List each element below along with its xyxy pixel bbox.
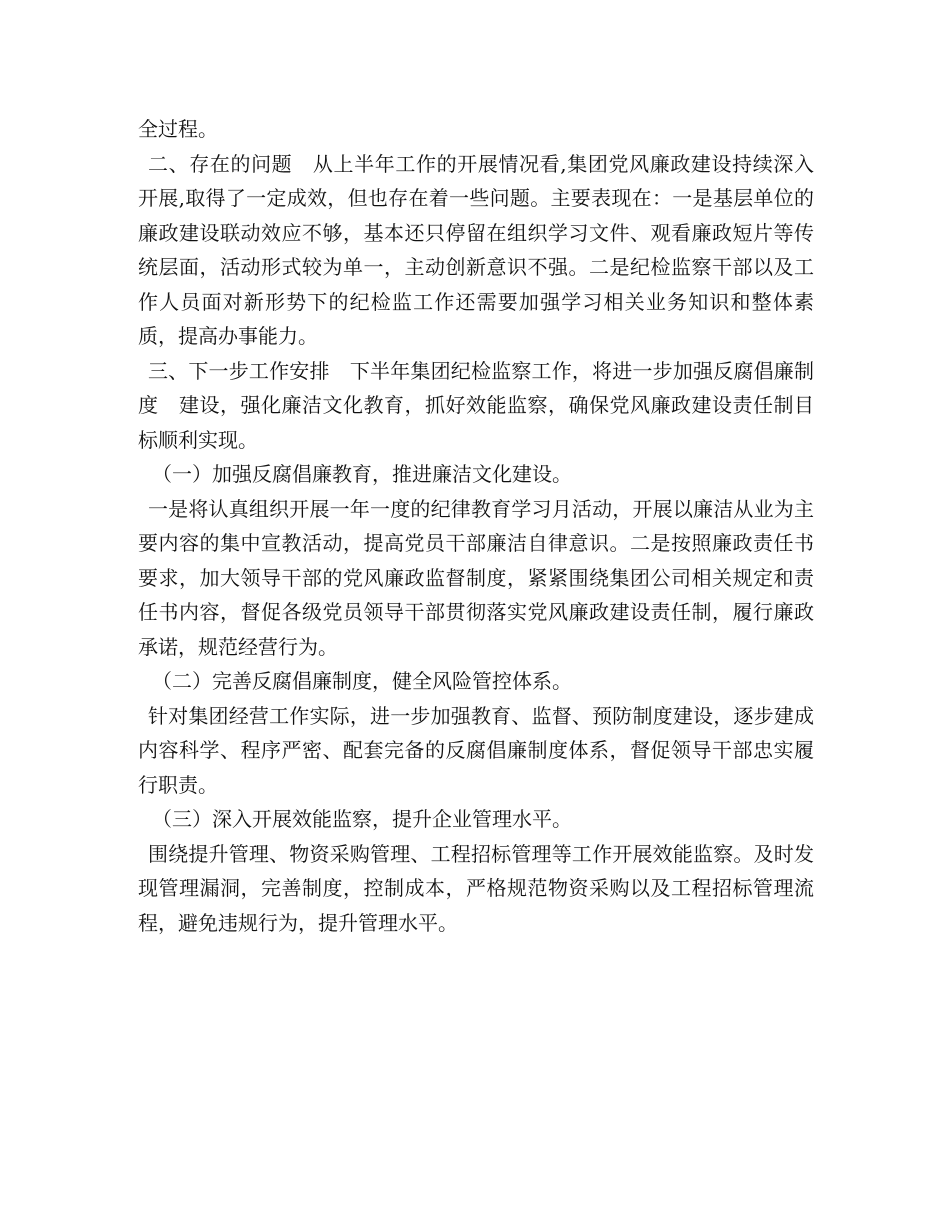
paragraph-system: 针对集团经营工作实际，进一步加强教育、监督、预防制度建设，逐步建成内容科学、程序严密、配套完备的反腐倡廉制度体系，督促领导干部忠实履行职责。 (138, 703, 814, 797)
document-page (138, 112, 814, 940)
paragraph-education: 一是将认真组织开展一年一度的纪律教育学习月活动，开展以廉洁从业为主要内容的集中宣教活动，提高党员干部廉洁自律意识。二是按照廉政责任书要求，加大领导干部的党风廉政监督制度，紧紧围绕集团公司相关规定和责任书内容，督促各级党员领导干部贯彻落实党风廉政建设责任制，履行廉政承诺，规范经营行为。 (138, 496, 814, 659)
paragraph-existing-problems: 二、存在的问题 从上半年工作的开展情况看,集团党风廉政建设持续深入开展,取得了一定成效，但也存在着一些问题。主要表现在：一是基层单位的廉政建设联动效应不够，基本还只停留在组织学习文件、观看廉政短片等传统层面，活动形式较为单一，主动创新意识不强。二是纪检监察干部以及工作人员面对新形势下的纪检监工作还需要加强学习相关业务知识和整体素质，提高办事能力。 (138, 151, 814, 348)
subheading-system: （二）完善反腐倡廉制度，健全风险管控体系。 (152, 669, 572, 693)
paragraph-continuation: 全过程。 (138, 117, 218, 141)
paragraph-next-steps: 三、下一步工作安排 下半年集团纪检监察工作，将进一步加强反腐倡廉制度 建设，强化廉洁文化教育，抓好效能监察，确保党风廉政建设责任制目标顺利实现。 (138, 358, 814, 452)
subheading-efficiency: （三）深入开展效能监察，提升企业管理水平。 (152, 807, 572, 831)
subheading-education: （一）加强反腐倡廉教育，推进廉洁文化建设。 (152, 462, 572, 486)
paragraph-efficiency: 围绕提升管理、物资采购管理、工程招标管理等工作开展效能监察。及时发现管理漏洞，完善制度，控制成本，严格规范物资采购以及工程招标管理流程，避免违规行为，提升管理水平。 (138, 841, 814, 935)
